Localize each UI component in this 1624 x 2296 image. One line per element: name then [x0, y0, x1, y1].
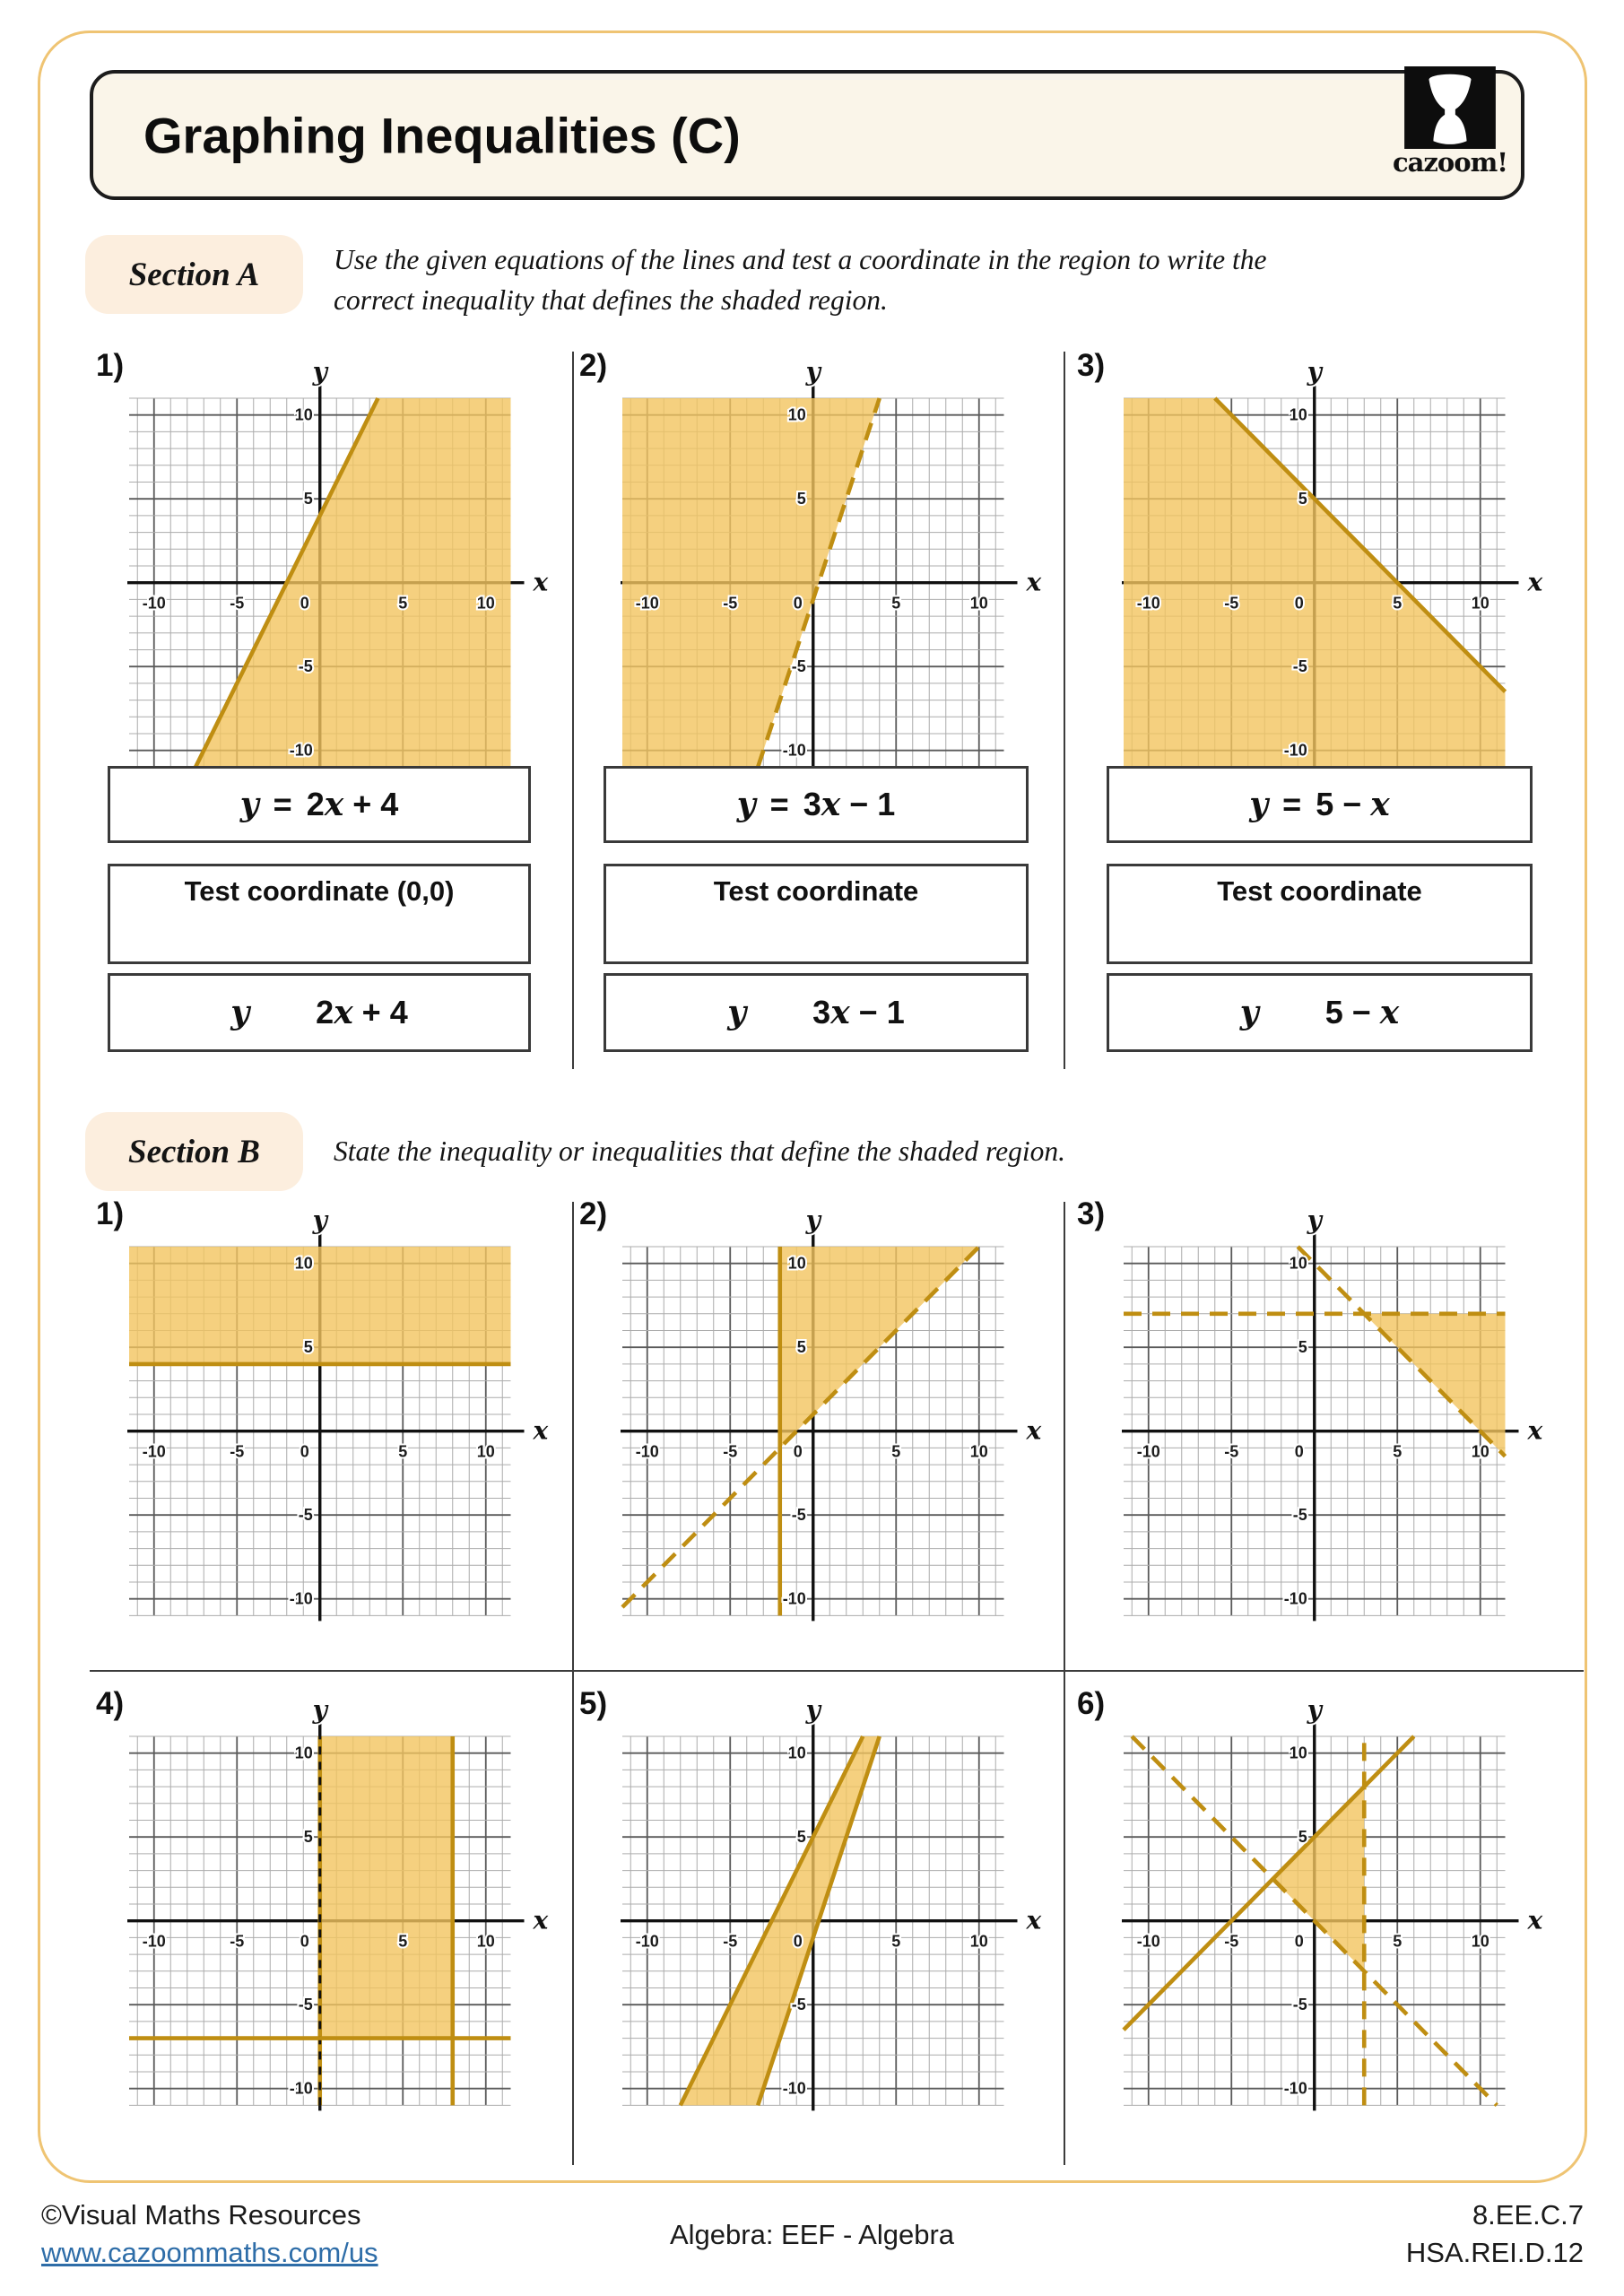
page-title: Graphing Inequalities (C): [143, 107, 741, 163]
svg-text:-5: -5: [723, 594, 738, 613]
question-number: 5): [579, 1686, 608, 1721]
graph-section-b-5: [594, 1700, 1042, 2126]
svg-text:10: 10: [476, 594, 495, 613]
svg-text:5: 5: [796, 1828, 806, 1847]
svg-text:10: 10: [787, 405, 806, 424]
svg-text:-5: -5: [230, 594, 245, 613]
svg-text:5: 5: [1393, 1442, 1403, 1461]
question-number: 2): [579, 1196, 608, 1231]
section-b-label: Section B: [85, 1112, 303, 1191]
question-b4: [54, 1688, 570, 2145]
svg-text:5: 5: [398, 1932, 408, 1951]
svg-text:5: 5: [796, 490, 806, 509]
drum-icon: [1403, 66, 1497, 149]
footer-topic: Algebra: EEF - Algebra: [669, 2219, 955, 2250]
graph-section-b-3: [1095, 1211, 1543, 1636]
question-number: 2): [579, 348, 608, 383]
svg-text:5: 5: [398, 594, 408, 613]
svg-text:x: x: [1527, 1905, 1543, 1935]
svg-text:-5: -5: [791, 657, 806, 676]
svg-text:-5: -5: [298, 1996, 313, 2014]
svg-text:-10: -10: [142, 594, 166, 613]
svg-text:-5: -5: [1292, 1996, 1307, 2014]
question-number: 6): [1077, 1686, 1106, 1721]
svg-text:10: 10: [969, 1932, 988, 1951]
svg-text:10: 10: [787, 1254, 806, 1273]
header: [90, 70, 1524, 200]
svg-text:x: x: [533, 1415, 549, 1446]
svg-text:10: 10: [294, 1744, 313, 1762]
graph-section-b-1: [100, 1211, 549, 1636]
svg-text:5: 5: [796, 1338, 806, 1357]
svg-text:0: 0: [793, 1932, 803, 1951]
svg-text:-10: -10: [1283, 741, 1307, 760]
svg-text:-10: -10: [289, 1589, 313, 1608]
test-coordinate-box-a3[interactable]: Test coordinate: [1107, 864, 1533, 964]
svg-text:5: 5: [303, 1338, 313, 1357]
graph-section-a-3: [1095, 362, 1543, 787]
footer-standard-2: HSA.REI.D.12: [1405, 2237, 1584, 2268]
svg-text:-5: -5: [230, 1442, 245, 1461]
question-number: 1): [96, 348, 125, 383]
svg-text:-10: -10: [1283, 2079, 1307, 2098]
svg-text:10: 10: [1289, 1254, 1307, 1273]
graph-section-a-2: [594, 362, 1042, 787]
question-number: 1): [96, 1196, 125, 1231]
svg-text:x: x: [1527, 1415, 1543, 1446]
answer-box-a2[interactable]: y 3x − 1: [604, 973, 1029, 1052]
section-a-instruction: Use the given equations of the lines and test a coordinate in the region to write the correct inequality that defines the shaded region.: [334, 244, 1267, 316]
question-b1: [54, 1198, 570, 1656]
svg-text:x: x: [533, 567, 549, 597]
question-a1: [54, 350, 570, 1076]
svg-text:y: y: [805, 1211, 821, 1235]
svg-text:-10: -10: [1136, 594, 1160, 613]
svg-text:y: y: [1307, 1211, 1322, 1235]
question-b5: [574, 1688, 1062, 2145]
svg-text:5: 5: [1393, 1932, 1403, 1951]
svg-text:-5: -5: [723, 1442, 738, 1461]
svg-text:5: 5: [1298, 1828, 1307, 1847]
svg-text:5: 5: [303, 490, 313, 509]
svg-text:-5: -5: [230, 1932, 245, 1951]
svg-text:y: y: [1307, 1700, 1322, 1725]
svg-text:0: 0: [1294, 1932, 1304, 1951]
svg-text:-5: -5: [723, 1932, 738, 1951]
svg-text:10: 10: [1471, 1442, 1489, 1461]
svg-text:x: x: [1026, 1905, 1042, 1935]
section-b-instruction: State the inequality or inequalities that define the shaded region.: [334, 1135, 1065, 1167]
svg-text:-10: -10: [142, 1932, 166, 1951]
svg-text:-5: -5: [1224, 594, 1239, 613]
svg-text:y: y: [312, 1211, 327, 1235]
svg-text:-10: -10: [635, 1442, 659, 1461]
svg-text:10: 10: [1471, 1932, 1489, 1951]
svg-text:-10: -10: [142, 1442, 166, 1461]
divider-a2: [1064, 352, 1065, 1069]
graph-section-b-2: [594, 1211, 1042, 1636]
svg-text:0: 0: [1294, 1442, 1304, 1461]
svg-text:-10: -10: [289, 2079, 313, 2098]
svg-text:-5: -5: [791, 1506, 806, 1525]
svg-text:10: 10: [1471, 594, 1489, 613]
svg-text:0: 0: [300, 1932, 309, 1951]
divider-b2: [1064, 1202, 1065, 2165]
footer-copyright: ©Visual Maths Resources: [41, 2199, 361, 2231]
svg-text:5: 5: [891, 1932, 901, 1951]
svg-text:-5: -5: [791, 1996, 806, 2014]
svg-text:y: y: [312, 362, 327, 387]
footer-standard-1: 8.EE.C.7: [1472, 2199, 1584, 2231]
equation-box-a1: y = 2x + 4: [108, 766, 531, 843]
svg-text:-5: -5: [298, 657, 313, 676]
graph-section-b-6: [1095, 1700, 1543, 2126]
question-b6: [1069, 1688, 1587, 2145]
equation-box-a2: y = 3x − 1: [604, 766, 1029, 843]
svg-text:10: 10: [969, 594, 988, 613]
svg-text:-10: -10: [1136, 1932, 1160, 1951]
answer-box-a1[interactable]: y 2x + 4: [108, 973, 531, 1052]
svg-text:-5: -5: [298, 1506, 313, 1525]
svg-text:-10: -10: [289, 741, 313, 760]
svg-text:x: x: [1527, 567, 1543, 597]
svg-text:y: y: [805, 1700, 821, 1725]
section-a-label: Section A: [85, 235, 303, 314]
svg-text:10: 10: [787, 1744, 806, 1762]
question-a2: [574, 350, 1062, 1076]
svg-text:5: 5: [303, 1828, 313, 1847]
question-b2: [574, 1198, 1062, 1656]
svg-text:10: 10: [1289, 1744, 1307, 1762]
graph-section-a-1: [100, 362, 549, 787]
svg-text:0: 0: [793, 1442, 803, 1461]
question-number: 3): [1077, 348, 1106, 383]
question-a3: [1069, 350, 1587, 1076]
svg-text:-5: -5: [1224, 1932, 1239, 1951]
svg-text:y: y: [805, 362, 821, 387]
svg-text:0: 0: [1294, 594, 1304, 613]
footer-link[interactable]: www.cazoommaths.com/us: [41, 2237, 378, 2268]
svg-text:10: 10: [969, 1442, 988, 1461]
svg-text:-10: -10: [782, 1589, 806, 1608]
svg-text:5: 5: [891, 1442, 901, 1461]
test-coordinate-box-a2[interactable]: Test coordinate: [604, 864, 1029, 964]
answer-box-a3[interactable]: y 5 − x: [1107, 973, 1533, 1052]
svg-text:-5: -5: [1292, 657, 1307, 676]
svg-text:x: x: [1026, 1415, 1042, 1446]
question-number: 3): [1077, 1196, 1106, 1231]
svg-text:10: 10: [476, 1442, 495, 1461]
svg-text:5: 5: [1298, 1338, 1307, 1357]
svg-text:-10: -10: [1283, 1589, 1307, 1608]
svg-text:x: x: [533, 1905, 549, 1935]
svg-text:5: 5: [398, 1442, 408, 1461]
svg-text:10: 10: [476, 1932, 495, 1951]
equation-box-a3: y = 5 − x: [1107, 766, 1533, 843]
svg-text:-10: -10: [635, 1932, 659, 1951]
svg-text:0: 0: [300, 1442, 309, 1461]
svg-text:-10: -10: [1136, 1442, 1160, 1461]
test-coordinate-box-a1[interactable]: Test coordinate (0,0): [108, 864, 531, 964]
divider-b-rows: [90, 1670, 1584, 1672]
svg-text:-5: -5: [1224, 1442, 1239, 1461]
cazoom-logo: [1392, 66, 1508, 178]
svg-text:x: x: [1026, 567, 1042, 597]
svg-text:5: 5: [891, 594, 901, 613]
svg-text:y: y: [1307, 362, 1322, 387]
svg-text:10: 10: [1289, 405, 1307, 424]
svg-text:-5: -5: [1292, 1506, 1307, 1525]
svg-text:5: 5: [1393, 594, 1403, 613]
svg-text:10: 10: [294, 1254, 313, 1273]
graph-section-b-4: [100, 1700, 549, 2126]
svg-text:y: y: [312, 1700, 327, 1725]
svg-text:-10: -10: [782, 2079, 806, 2098]
question-number: 4): [96, 1686, 125, 1721]
svg-text:0: 0: [793, 594, 803, 613]
svg-text:10: 10: [294, 405, 313, 424]
svg-text:-10: -10: [635, 594, 659, 613]
svg-text:5: 5: [1298, 490, 1307, 509]
svg-text:0: 0: [300, 594, 309, 613]
brand-wordmark: cazoom!: [1392, 147, 1508, 178]
question-b3: [1069, 1198, 1587, 1656]
svg-text:-10: -10: [782, 741, 806, 760]
